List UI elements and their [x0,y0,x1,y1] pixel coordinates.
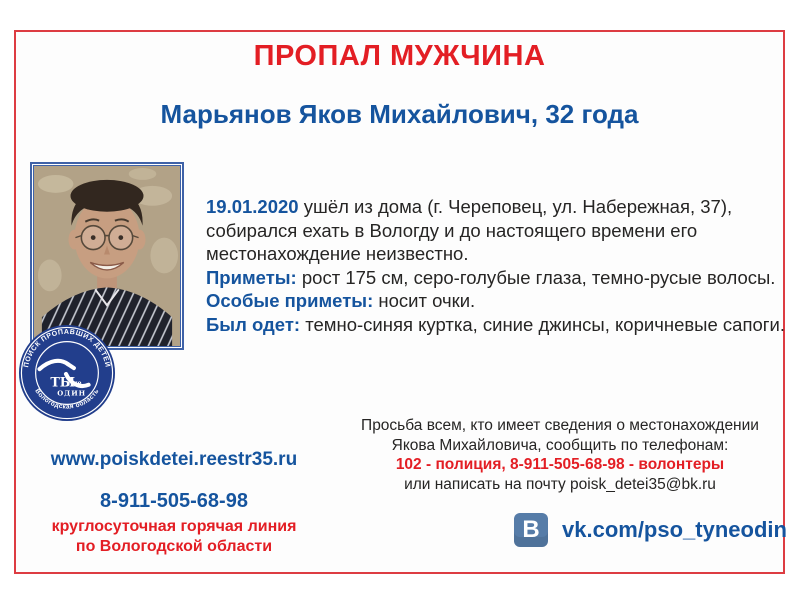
poster-border-frame [14,30,785,574]
poster-title: ПРОПАЛ МУЖЧИНА [253,40,546,72]
detail-text: собирался ехать в Вологду и до настоящего времени его [206,219,698,241]
logo-center-bottom: ОДИН [57,389,87,398]
left-contacts-block [24,449,324,557]
appeal-block [326,416,794,494]
appeal-email-line: или написать на почту poisk_detei35@bk.ru [404,475,716,493]
primety-label: Приметы: [206,266,297,288]
hotline-caption-line1: круглосуточная горячая линия [51,518,297,535]
logo-badge [18,324,116,422]
search-team-logo [18,324,116,422]
osobye-primety-label: Особые приметы: [206,290,374,311]
photo-image [33,165,181,347]
detail-text: рост 175 см, серо-голубые глаза, темно-русые волосы. [296,266,776,288]
appeal-line2: Якова Михайловича, сообщить по телефонам: [391,436,729,454]
detail-line [206,195,794,219]
description-block [206,195,794,336]
website-url: www.poiskdetei.reestr35.ru [50,449,298,470]
missing-person-name: Марьянов Яков Михайлович, 32 года [160,99,639,129]
vk-icon: В [514,513,548,547]
vk-url: vk.com/pso_tyneodin [562,517,787,542]
detail-line-odet [206,313,794,337]
appeal-line1: Просьба всем, кто имеет сведения о местонахождении [361,417,759,434]
photo-illustration [34,166,180,346]
missing-person-photo [30,162,184,350]
detail-line-osobye [206,289,794,313]
byl-odet-label: Был одет: [206,313,301,335]
logo-center-small: не [72,378,82,387]
hotline-caption-line2: по Вологодской области [75,538,273,555]
detail-text: носит очки. [373,290,476,311]
detail-line [206,242,794,266]
hotline-caption [24,517,324,557]
detail-text: ушёл из дома (г. Череповец, ул. Набережная, 37), [298,196,733,217]
appeal-phones: 102 - полиция, 8-911-505-68-98 - волонтеры [395,456,725,473]
hotline-phone: 8-911-505-68-98 [100,490,248,512]
detail-text: местонахождение неизвестно. [206,243,469,264]
logo-arc-bottom-text: Вологодская область [33,387,101,411]
date-missing: 19.01.2020 [206,196,299,217]
logo-arc-top-text: ПОИСК ПРОПАВШИХ ДЕТЕЙ [23,328,111,369]
detail-line [206,219,794,243]
vk-row [514,513,787,547]
logo-center-big: ТЫ [50,375,76,391]
detail-text: темно-синяя куртка, синие джинсы, коричневые сапоги. [300,313,785,335]
detail-line-primety [206,266,794,290]
